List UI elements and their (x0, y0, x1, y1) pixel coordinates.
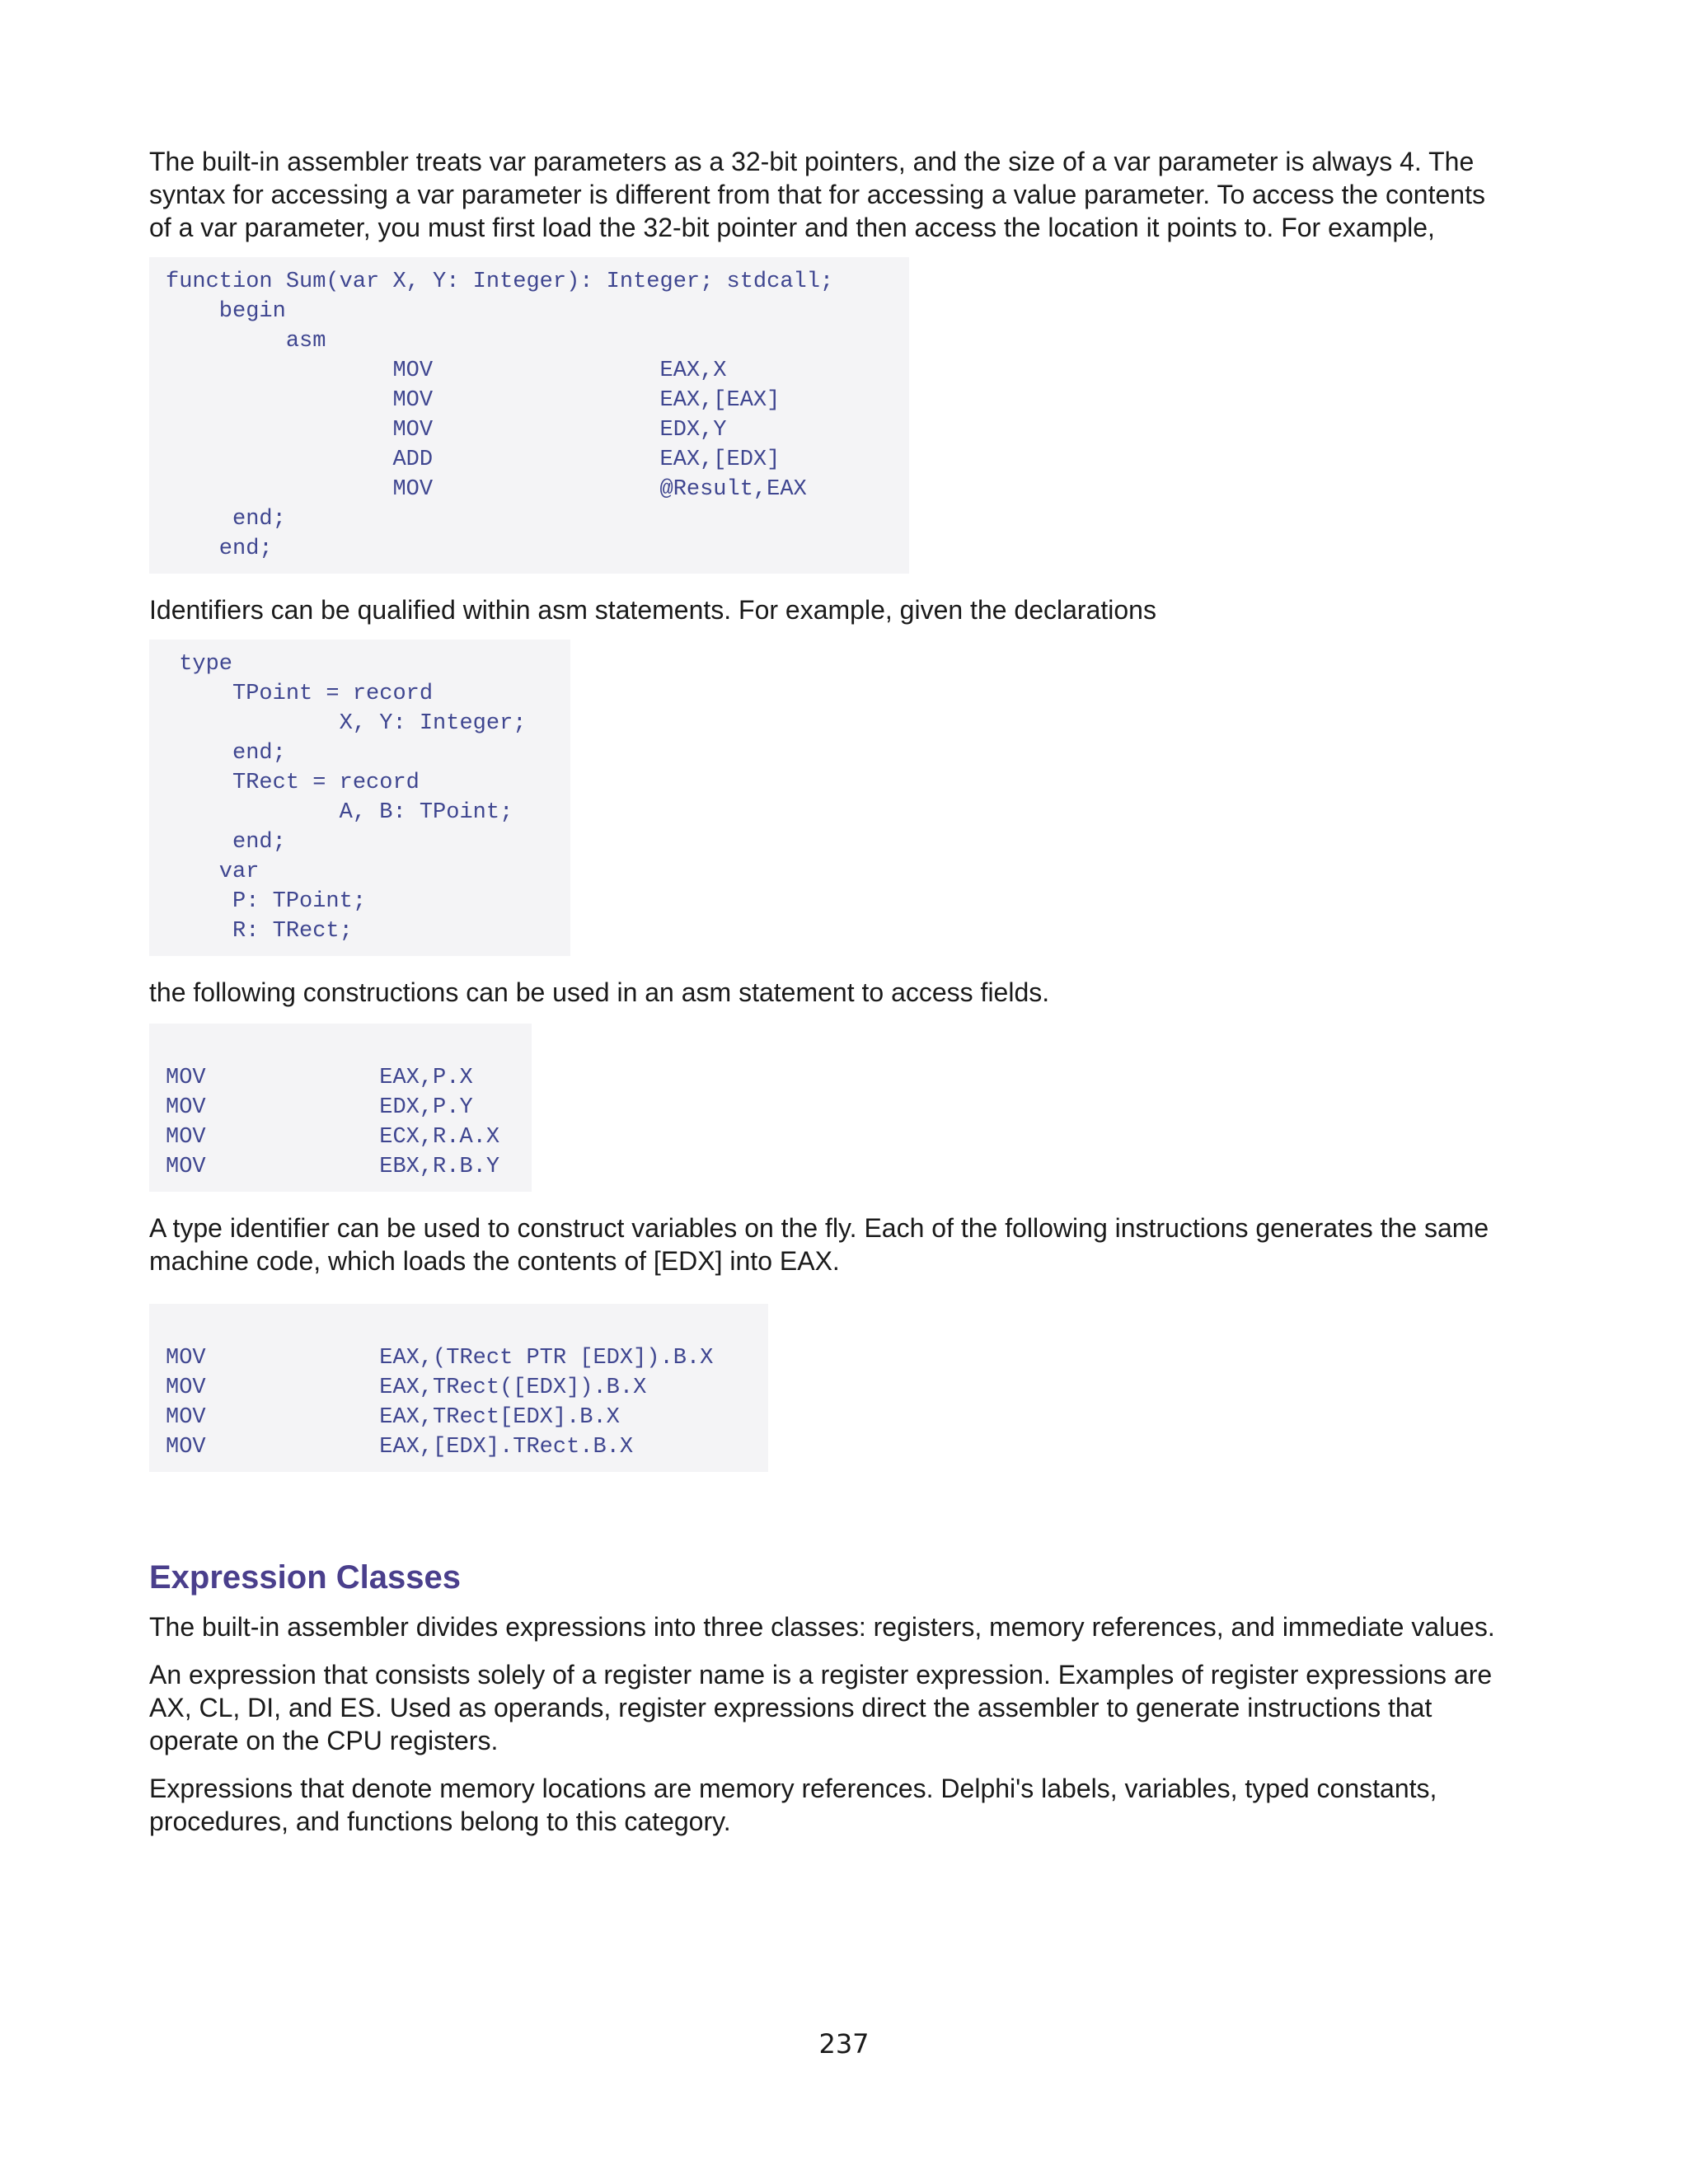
paragraph-expression-classes: The built-in assembler divides expressions into three classes: registers, memory references, and immediate values. (149, 1612, 1495, 1642)
code-line: MOV EDX,Y (166, 418, 727, 443)
paragraph-field-access: the following constructions can be used in an asm statement to access fields. (149, 977, 1050, 1007)
code-line: MOV EAX,[EDX].TRect.B.X (166, 1435, 634, 1460)
code-line: MOV @Result,EAX (166, 477, 807, 502)
code-line: X, Y: Integer; (166, 711, 527, 736)
code-line: TPoint = record (166, 682, 434, 706)
code-line (166, 1314, 768, 1343)
code-block-type-cast (149, 1304, 768, 1472)
code-line: ADD EAX,[EDX] (166, 448, 781, 472)
code-line: end; (166, 741, 286, 766)
code-block-type-declarations (149, 640, 570, 956)
document-page (149, 132, 1550, 1838)
code-line: MOV EAX,TRect[EDX].B.X (166, 1405, 620, 1430)
code-block-sum-function (149, 257, 909, 574)
page-number: 237 (818, 2028, 870, 2060)
code-line: begin (166, 299, 286, 324)
code-line: R: TRect; (166, 919, 353, 944)
code-line: TRect = record (166, 771, 420, 795)
code-line: A, B: TPoint; (166, 800, 513, 825)
code-line: MOV EDX,P.Y (166, 1095, 473, 1120)
code-line: MOV EAX,[EAX] (166, 388, 781, 413)
code-line: end; (166, 507, 286, 532)
paragraph-register-expressions: An expression that consists solely of a register name is a register expression. Examples of register expressions are AX, CL, DI, and ES. Used as operands, register expressions direct the assembler to generate instructions that operate on the CPU registers. (149, 1660, 1493, 1755)
section-heading: Expression Classes (149, 1559, 461, 1596)
code-line: function Sum(var X, Y: Integer): Integer; stdcall; (166, 269, 834, 294)
code-line: MOV EAX,P.X (166, 1066, 473, 1090)
code-block-field-access (149, 1024, 532, 1192)
paragraph-memory-references: Expressions that denote memory locations are memory references. Delphi's labels, variables, typed constants, procedures, and functions belong to this category. (149, 1774, 1437, 1836)
code-line: end; (166, 830, 286, 855)
code-line (166, 1033, 532, 1063)
code-line: P: TPoint; (166, 889, 367, 914)
code-line: MOV ECX,R.A.X (166, 1125, 500, 1150)
code-line: type (166, 652, 233, 677)
code-line: MOV EAX,TRect([EDX]).B.X (166, 1376, 647, 1400)
paragraph-qualified-identifiers: Identifiers can be qualified within asm statements. For example, given the declarations (149, 595, 1156, 625)
code-line: asm (166, 329, 326, 354)
code-line: var (166, 860, 260, 884)
code-line: MOV EAX,X (166, 359, 727, 383)
paragraph-type-identifier: A type identifier can be used to construct variables on the fly. Each of the following instructions generates the same machine code, which loads the contents of [EDX] into EAX. (149, 1213, 1489, 1276)
paragraph-var-parameters: The built-in assembler treats var parameters as a 32-bit pointers, and the size of a var parameter is always 4. The syntax for accessing a var parameter is different from that for accessing a value parameter. To access the contents of a var parameter, you must first load the 32-bit pointer and then access the location it points to. For example, (149, 147, 1485, 242)
code-line: MOV EBX,R.B.Y (166, 1155, 500, 1179)
code-line: end; (166, 537, 273, 561)
code-line: MOV EAX,(TRect PTR [EDX]).B.X (166, 1346, 714, 1371)
